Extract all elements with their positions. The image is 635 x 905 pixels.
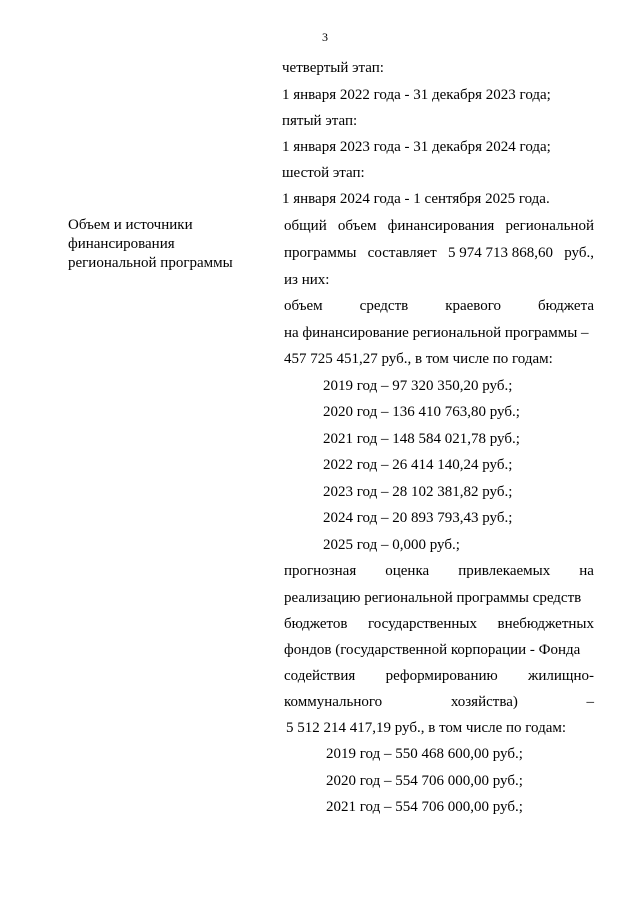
total-amount: 5 974 713 868,60 (447, 245, 553, 261)
word: программы (284, 245, 357, 261)
fund-year-2020: 2020 год – 554 706 000,00 руб.; (326, 773, 523, 789)
word: бюджетов (284, 616, 348, 632)
word: реформированию (385, 668, 498, 684)
word: содействия (284, 668, 356, 684)
fund-line-3 (284, 616, 594, 633)
regional-year-2023: 2023 год – 28 102 381,82 руб.; (323, 484, 513, 500)
regional-year-2024: 2024 год – 20 893 793,43 руб.; (323, 510, 513, 526)
word: внебюджетных (497, 616, 594, 632)
word: на (579, 563, 594, 579)
word: – (586, 694, 594, 710)
regional-line-3: 457 725 451,27 руб., в том числе по годам: (284, 351, 553, 367)
section-label-line: финансирования (68, 235, 175, 252)
word: финансирования (387, 218, 495, 234)
word: государственных (368, 616, 477, 632)
regional-year-2020: 2020 год – 136 410 763,80 руб.; (323, 404, 520, 420)
total-line-2 (284, 245, 594, 262)
regional-year-2019: 2019 год – 97 320 350,20 руб.; (323, 378, 513, 394)
word: коммунального (284, 694, 383, 710)
word: оценка (385, 563, 430, 579)
stage-6-period: 1 января 2024 года - 1 сентября 2025 года. (282, 191, 550, 207)
stage-4-title: четвертый этап: (282, 60, 384, 76)
word: хозяйства) (450, 694, 518, 710)
regional-year-2022: 2022 год – 26 414 140,24 руб.; (323, 457, 513, 473)
word: прогнозная (284, 563, 357, 579)
word: жилищно- (528, 668, 594, 684)
word: составляет (367, 245, 437, 261)
word: объем (284, 298, 323, 314)
word: средств (359, 298, 409, 314)
regional-year-2025: 2025 год – 0,000 руб.; (323, 537, 460, 553)
page-number: 3 (322, 30, 328, 44)
stage-4-period: 1 января 2022 года - 31 декабря 2023 года; (282, 87, 551, 103)
regional-year-2021: 2021 год – 148 584 021,78 руб.; (323, 431, 520, 447)
fund-line-7: 5 512 214 417,19 руб., в том числе по годам: (286, 720, 567, 736)
regional-line-1 (284, 298, 594, 315)
word: привлекаемых (458, 563, 551, 579)
word: руб., (564, 245, 594, 261)
fund-year-2019: 2019 год – 550 468 600,00 руб.; (326, 746, 523, 762)
regional-line-2: на финансирование региональной программы – (284, 325, 589, 341)
section-label-line: Объем и источники (68, 217, 193, 233)
word: объем (337, 218, 377, 234)
fund-line-1 (284, 563, 594, 580)
word: региональной (505, 218, 594, 234)
stage-5-period: 1 января 2023 года - 31 декабря 2024 года; (282, 139, 551, 155)
fund-line-4: фондов (государственной корпорации - Фонда (284, 642, 581, 658)
fund-line-6 (284, 694, 594, 711)
total-line-3: из них: (284, 272, 330, 288)
fund-year-2021: 2021 год – 554 706 000,00 руб.; (326, 799, 523, 815)
word: краевого (445, 298, 502, 314)
stage-6-title: шестой этап: (282, 165, 365, 181)
fund-line-5 (284, 668, 594, 685)
section-label (68, 216, 233, 272)
word: общий (284, 218, 327, 234)
stage-5-title: пятый этап: (282, 113, 358, 129)
section-label-line: региональной программы (68, 254, 233, 271)
total-line-1 (284, 218, 594, 235)
fund-line-2: реализацию региональной программы средств (284, 590, 582, 606)
word: бюджета (538, 298, 594, 314)
